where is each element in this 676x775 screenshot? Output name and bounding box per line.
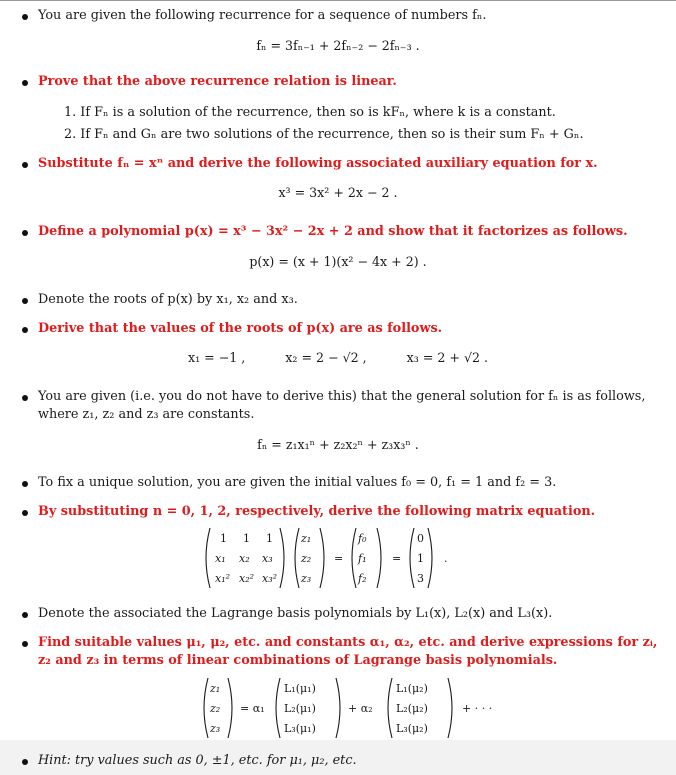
- item-text: By substituting n = 0, 1, 2, respectively, derive the following matrix equation.: [38, 504, 596, 519]
- paren-right: [280, 528, 284, 588]
- display-recurrence: fₙ = 3fₙ₋₁ + 2fₙ₋₂ − 2fₙ₋₃ .: [256, 38, 420, 53]
- bullet-dot: [22, 80, 28, 86]
- paren-right: [377, 528, 381, 588]
- item-text: Hint: try values such as 0, ±1, etc. for μ₁, μ₂, etc.: [38, 753, 357, 768]
- item-text: To fix a unique solution, you are given the initial values f₀ = 0, f₁ = 1 and f₂ = 3.: [38, 475, 557, 490]
- matrix-cell: x₂: [239, 552, 250, 565]
- paren-right: [448, 678, 452, 738]
- vector-cell: L₃(μ₂): [396, 722, 428, 735]
- paren-right: [336, 678, 340, 738]
- matrix-cell: x₃: [262, 552, 273, 565]
- matrix-cell: x₃²: [262, 572, 278, 585]
- paren-left: [206, 528, 210, 588]
- matrix-cell: x₂²: [239, 572, 255, 585]
- item-text: You are given (i.e. you do not have to derive this) that the general solution for fₙ is as follows, where z₁, z₂ and z₃ are constants.: [38, 389, 646, 422]
- item-text: You are given the following recurrence for a sequence of numbers fₙ.: [38, 8, 487, 23]
- bullet-dot: [22, 510, 28, 516]
- bullet-substitute: [38, 155, 662, 173]
- bullet-given-recurrence: [38, 7, 662, 25]
- matrix-equation: [200, 524, 480, 592]
- bullet-substituting-n: [38, 503, 662, 521]
- bullet-dot: [22, 327, 28, 333]
- item-text: Denote the roots of p(x) by x₁, x₂ and x₃.: [38, 292, 298, 307]
- display-auxiliary-equation: x³ = 3x² + 2x − 2 .: [278, 185, 398, 200]
- bullet-dot: [22, 759, 28, 765]
- display-factorization: p(x) = (x + 1)(x² − 4x + 2) .: [249, 254, 427, 269]
- vector-cell: 0: [417, 532, 424, 545]
- equals-sign: =: [392, 552, 402, 565]
- vector-cell: L₃(μ₁): [284, 722, 316, 735]
- bullet-find-values: [38, 634, 662, 670]
- sub-number: 1.: [64, 105, 77, 120]
- bullet-dot: [22, 641, 28, 647]
- continuation: + · · ·: [462, 702, 493, 715]
- bullet-dot: [22, 14, 28, 20]
- bullet-derive-roots: [38, 320, 662, 338]
- vector-cell: z₁: [301, 532, 312, 545]
- paren-left: [295, 528, 299, 588]
- bullet-prove-linear: [38, 73, 662, 91]
- bullet-hint: [38, 752, 662, 770]
- item-text: Derive that the values of the roots of p(x) are as follows.: [38, 321, 443, 336]
- bullet-initial-values: [38, 474, 662, 492]
- bullet-general-solution: [38, 388, 662, 424]
- sub-text: If Fₙ and Gₙ are two solutions of the recurrence, then so is their sum Fₙ + Gₙ.: [80, 127, 584, 142]
- paren-left: [204, 678, 208, 738]
- vector-cell: f₁: [358, 552, 367, 565]
- item-text: Find suitable values μ₁, μ₂, etc. and constants α₁, α₂, etc. and derive expressions for zᵢ, z₂ and z₃ in terms of linear combinations of Lagrange basis polynomials.: [38, 635, 658, 668]
- coefficient-2: + α₂: [348, 702, 373, 715]
- matrix-cell: x₁: [215, 552, 226, 565]
- item-text: Substitute fₙ = xⁿ and derive the following associated auxiliary equation for x.: [38, 156, 598, 171]
- bullet-dot: [22, 298, 28, 304]
- paren-left: [276, 678, 280, 738]
- paren-left: [410, 528, 414, 588]
- paren-right: [228, 678, 232, 738]
- matrix-cell: x₁²: [215, 572, 231, 585]
- matrix-cell: 1: [220, 532, 227, 545]
- vector-cell: z₂: [210, 702, 221, 715]
- display-roots: x₁ = −1 , x₂ = 2 − √2 , x₃ = 2 + √2 .: [188, 350, 488, 365]
- sub-number: 2.: [64, 127, 77, 142]
- paren-right: [320, 528, 324, 588]
- paren-left: [352, 528, 356, 588]
- bullet-dot: [22, 481, 28, 487]
- bullet-dot: [22, 230, 28, 236]
- vector-cell: f₀: [358, 532, 367, 545]
- item-text: Prove that the above recurrence relation is linear.: [38, 74, 397, 89]
- vector-cell: f₂: [358, 572, 367, 585]
- bullet-dot: [22, 395, 28, 401]
- bullet-define-polynomial: [38, 223, 662, 241]
- period: .: [444, 552, 448, 565]
- sub-item-2: [64, 126, 584, 144]
- equals-sign: =: [334, 552, 344, 565]
- vector-cell: 3: [417, 572, 424, 585]
- vector-cell: L₁(μ₂): [396, 682, 428, 695]
- bullet-lagrange-basis: [38, 605, 662, 623]
- item-text: Denote the associated the Lagrange basis polynomials by L₁(x), L₂(x) and L₃(x).: [38, 606, 553, 621]
- vector-cell: z₂: [301, 552, 312, 565]
- sub-text: If Fₙ is a solution of the recurrence, then so is kFₙ, where k is a constant.: [80, 105, 556, 120]
- matrix-equation-svg: [200, 524, 480, 592]
- sub-item-1: [64, 104, 556, 122]
- vector-cell: z₁: [210, 682, 221, 695]
- matrix-cell: 1: [243, 532, 250, 545]
- vector-cell: L₂(μ₁): [284, 702, 316, 715]
- item-text: Define a polynomial p(x) = x³ − 3x² − 2x + 2 and show that it factorizes as follows.: [38, 224, 628, 239]
- paren-left: [388, 678, 392, 738]
- vector-cell: L₁(μ₁): [284, 682, 316, 695]
- coefficient-1: = α₁: [240, 702, 265, 715]
- matrix-cell: 1: [266, 532, 273, 545]
- lagrange-equation: [200, 676, 530, 740]
- vector-cell: z₃: [301, 572, 312, 585]
- display-general-solution: fₙ = z₁x₁ⁿ + z₂x₂ⁿ + z₃x₃ⁿ .: [257, 437, 419, 452]
- paren-right: [428, 528, 432, 588]
- vector-cell: L₂(μ₂): [396, 702, 428, 715]
- vector-cell: z₃: [210, 722, 221, 735]
- lagrange-equation-svg: [200, 676, 530, 740]
- bullet-denote-roots: [38, 291, 662, 309]
- vector-cell: 1: [417, 552, 424, 565]
- top-rule: [0, 0, 676, 1]
- bullet-dot: [22, 612, 28, 618]
- bullet-dot: [22, 162, 28, 168]
